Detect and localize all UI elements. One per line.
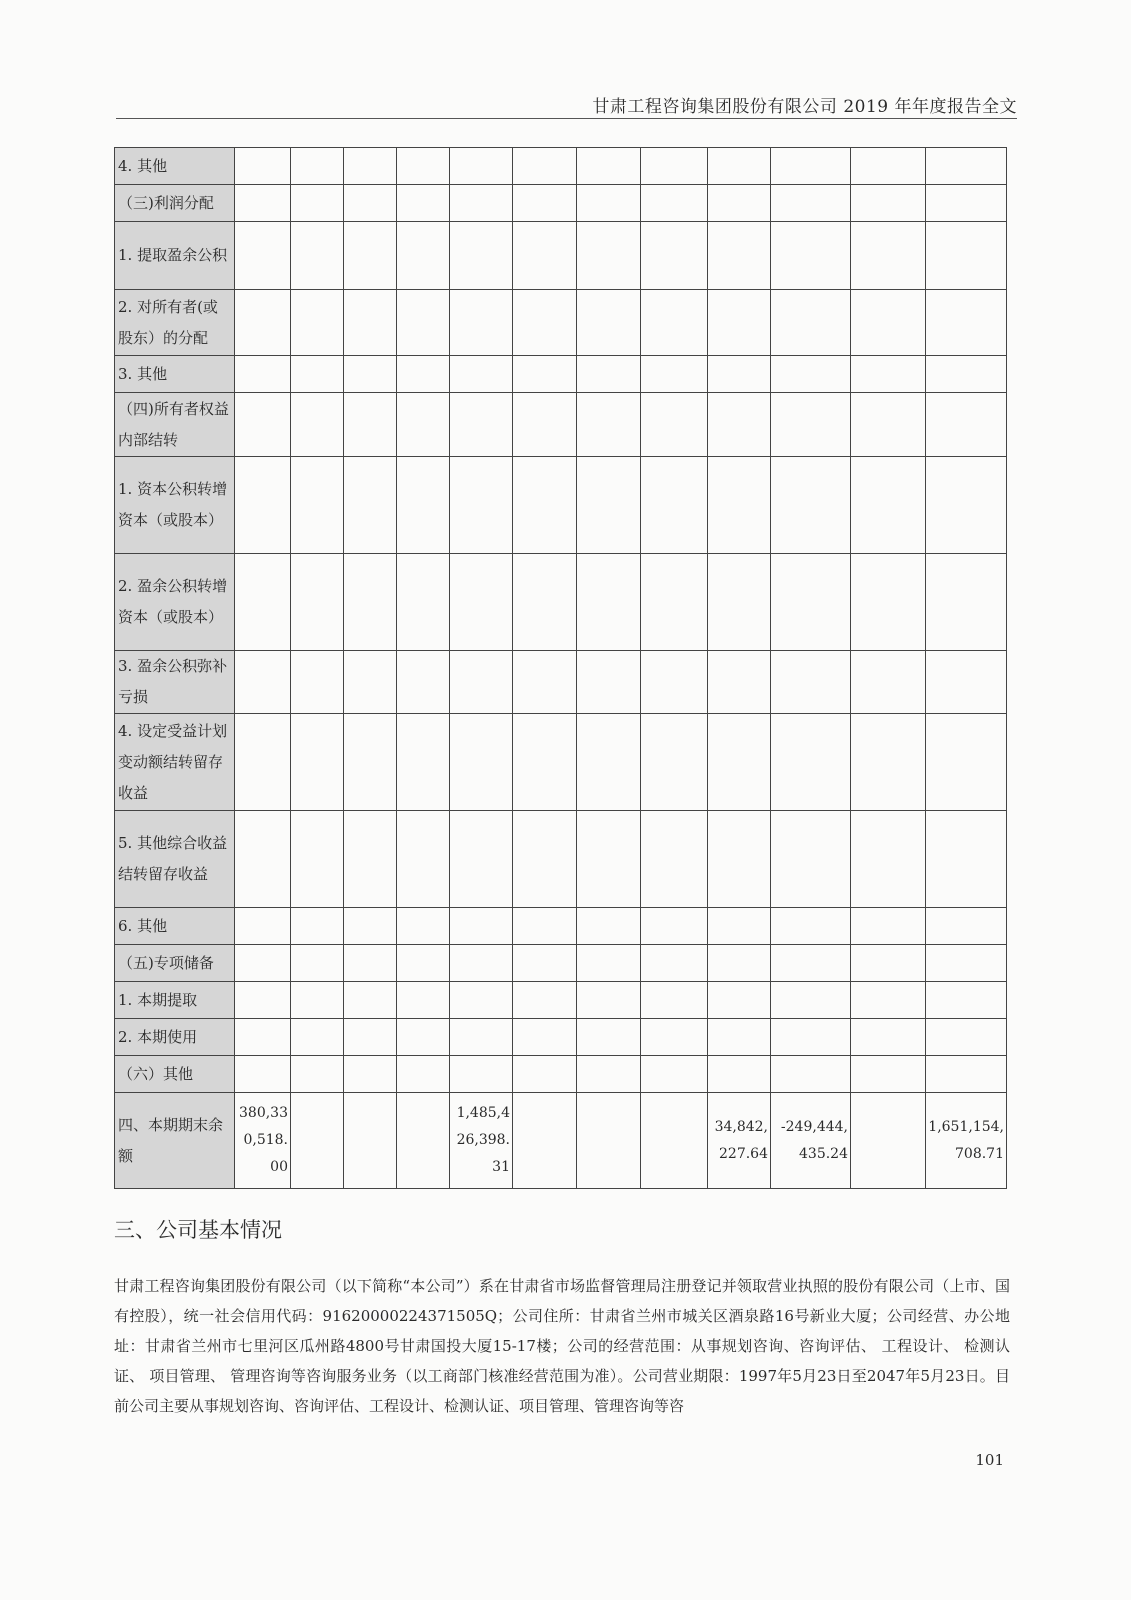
table-cell <box>513 982 577 1019</box>
table-row <box>115 222 1007 290</box>
table-cell <box>291 222 344 290</box>
table-cell <box>291 1093 344 1189</box>
row-label: 4. 设定受益计划变动额结转留存收益 <box>115 714 235 811</box>
table-cell <box>851 393 926 457</box>
table-cell <box>577 393 641 457</box>
table-row <box>115 945 1007 982</box>
table-cell <box>344 222 397 290</box>
table-cell <box>450 148 513 185</box>
table-cell <box>397 651 450 714</box>
table-cell <box>926 651 1007 714</box>
table-row <box>115 1019 1007 1056</box>
page-header: 甘肃工程咨询集团股份有限公司 2019 年年度报告全文 <box>592 97 1017 117</box>
table-cell <box>771 290 851 356</box>
table-cell <box>577 982 641 1019</box>
table-cell <box>851 222 926 290</box>
table-cell <box>513 393 577 457</box>
row-label: （五)专项储备 <box>115 945 235 982</box>
table-cell <box>641 714 708 811</box>
table-cell <box>513 457 577 554</box>
table-cell <box>450 290 513 356</box>
table-cell <box>851 1093 926 1189</box>
table-row <box>115 356 1007 393</box>
table-cell <box>771 185 851 222</box>
table-cell <box>926 393 1007 457</box>
table-row <box>115 554 1007 651</box>
table-row <box>115 393 1007 457</box>
table-cell <box>926 222 1007 290</box>
table-cell <box>771 908 851 945</box>
table-cell <box>926 290 1007 356</box>
row-label: （三)利润分配 <box>115 185 235 222</box>
table-cell <box>513 908 577 945</box>
table-cell <box>397 457 450 554</box>
table-cell <box>344 1093 397 1189</box>
table-cell <box>708 554 771 651</box>
row-label: 1. 本期提取 <box>115 982 235 1019</box>
row-label: 1. 提取盈余公积 <box>115 222 235 290</box>
row-label: 2. 对所有者(或股东）的分配 <box>115 290 235 356</box>
table-cell <box>235 1019 291 1056</box>
table-cell <box>235 457 291 554</box>
table-cell <box>577 908 641 945</box>
table-cell <box>291 148 344 185</box>
table-cell <box>708 148 771 185</box>
table-cell <box>291 554 344 651</box>
table-cell <box>513 1093 577 1189</box>
table-cell <box>771 356 851 393</box>
table-cell <box>851 1019 926 1056</box>
table-cell <box>235 554 291 651</box>
table-cell <box>851 714 926 811</box>
table-cell <box>926 1019 1007 1056</box>
table-cell <box>450 1056 513 1093</box>
table-cell <box>577 811 641 908</box>
table-cell <box>450 982 513 1019</box>
equity-change-table <box>114 147 1007 1189</box>
table-cell <box>344 1019 397 1056</box>
table-row <box>115 811 1007 908</box>
table-cell <box>641 222 708 290</box>
table-cell <box>926 457 1007 554</box>
table-cell <box>926 982 1007 1019</box>
table-cell <box>771 1056 851 1093</box>
table-cell <box>641 982 708 1019</box>
table-cell <box>344 651 397 714</box>
table-cell <box>851 1056 926 1093</box>
table-cell <box>450 811 513 908</box>
table-cell <box>771 811 851 908</box>
table-cell <box>450 393 513 457</box>
table-cell <box>450 554 513 651</box>
table-cell <box>641 148 708 185</box>
table-cell <box>344 457 397 554</box>
table-cell <box>641 908 708 945</box>
table-cell <box>771 222 851 290</box>
table-cell <box>708 714 771 811</box>
table-cell <box>641 651 708 714</box>
table-cell: 1,485,426,398.31 <box>450 1093 513 1189</box>
table-row <box>115 185 1007 222</box>
table-cell <box>708 651 771 714</box>
table-cell <box>577 185 641 222</box>
table-cell <box>851 185 926 222</box>
table-cell <box>577 554 641 651</box>
table-cell <box>291 290 344 356</box>
table-cell <box>450 714 513 811</box>
table-cell <box>577 356 641 393</box>
table-cell <box>708 1056 771 1093</box>
table-cell <box>291 457 344 554</box>
table-cell <box>926 811 1007 908</box>
row-label: 5. 其他综合收益结转留存收益 <box>115 811 235 908</box>
table-cell: 1,651,154,708.71 <box>926 1093 1007 1189</box>
table-cell <box>235 982 291 1019</box>
table-cell <box>397 1019 450 1056</box>
table-row <box>115 714 1007 811</box>
table-cell <box>708 1019 771 1056</box>
table-cell <box>851 908 926 945</box>
table-cell <box>344 982 397 1019</box>
table-cell <box>344 356 397 393</box>
table-cell <box>450 185 513 222</box>
table-cell <box>577 1019 641 1056</box>
table-cell <box>235 356 291 393</box>
table-cell <box>291 811 344 908</box>
row-label: 4. 其他 <box>115 148 235 185</box>
table-cell <box>513 554 577 651</box>
table-cell <box>235 1056 291 1093</box>
table-cell <box>771 651 851 714</box>
table-cell <box>235 393 291 457</box>
table-cell <box>344 1056 397 1093</box>
row-label: 2. 本期使用 <box>115 1019 235 1056</box>
table-row <box>115 148 1007 185</box>
table-cell <box>291 1019 344 1056</box>
table-row <box>115 290 1007 356</box>
table-cell <box>344 148 397 185</box>
table-cell <box>513 185 577 222</box>
row-label: 2. 盈余公积转增资本（或股本） <box>115 554 235 651</box>
table-cell <box>641 554 708 651</box>
table-cell <box>344 945 397 982</box>
table-cell <box>641 457 708 554</box>
table-cell <box>344 554 397 651</box>
table-cell <box>291 185 344 222</box>
table-cell <box>641 356 708 393</box>
table-cell <box>577 290 641 356</box>
table-cell <box>577 457 641 554</box>
table-cell <box>397 356 450 393</box>
table-cell <box>291 945 344 982</box>
header-divider <box>116 118 1017 119</box>
table-cell <box>235 222 291 290</box>
row-label: 四、本期期末余额 <box>115 1093 235 1189</box>
table-cell <box>397 393 450 457</box>
table-cell <box>235 811 291 908</box>
table-cell <box>641 290 708 356</box>
table-cell <box>291 908 344 945</box>
table-cell <box>235 290 291 356</box>
table-cell <box>235 148 291 185</box>
table-cell <box>708 945 771 982</box>
table-cell <box>513 356 577 393</box>
row-label: （六）其他 <box>115 1056 235 1093</box>
table-cell <box>397 148 450 185</box>
table-cell <box>344 185 397 222</box>
table-cell <box>851 651 926 714</box>
table-cell <box>450 457 513 554</box>
table-cell <box>344 908 397 945</box>
page-body <box>114 147 1010 1469</box>
table-cell <box>397 185 450 222</box>
table-cell <box>708 185 771 222</box>
table-cell <box>851 457 926 554</box>
table-cell <box>851 148 926 185</box>
table-cell <box>397 908 450 945</box>
table-cell: -249,444,435.24 <box>771 1093 851 1189</box>
table-cell <box>577 1093 641 1189</box>
table-cell <box>926 1056 1007 1093</box>
table-cell <box>397 714 450 811</box>
table-cell <box>641 1056 708 1093</box>
row-label: （四)所有者权益内部结转 <box>115 393 235 457</box>
table-cell <box>291 393 344 457</box>
table-cell <box>708 393 771 457</box>
table-cell <box>397 554 450 651</box>
table-cell <box>291 982 344 1019</box>
table-cell <box>344 290 397 356</box>
table-cell <box>926 714 1007 811</box>
table-cell <box>641 1019 708 1056</box>
table-cell <box>708 222 771 290</box>
table-cell <box>397 1093 450 1189</box>
table-cell <box>235 651 291 714</box>
table-cell <box>450 222 513 290</box>
row-label: 1. 资本公积转增资本（或股本） <box>115 457 235 554</box>
table-cell <box>926 185 1007 222</box>
table-row <box>115 651 1007 714</box>
table-cell <box>397 290 450 356</box>
table-cell <box>851 356 926 393</box>
table-cell <box>397 945 450 982</box>
table-cell <box>926 148 1007 185</box>
table-cell <box>344 714 397 811</box>
row-label: 3. 盈余公积弥补亏损 <box>115 651 235 714</box>
table-cell <box>577 1056 641 1093</box>
table-cell <box>851 554 926 651</box>
table-cell <box>235 185 291 222</box>
table-cell <box>926 356 1007 393</box>
table-cell <box>771 714 851 811</box>
table-cell <box>708 356 771 393</box>
table-cell <box>577 714 641 811</box>
table-cell <box>513 148 577 185</box>
table-cell <box>926 554 1007 651</box>
table-row <box>115 1056 1007 1093</box>
table-cell <box>708 290 771 356</box>
table-cell <box>291 651 344 714</box>
table-cell <box>577 148 641 185</box>
table-cell <box>708 908 771 945</box>
table-cell <box>771 393 851 457</box>
table-cell <box>513 222 577 290</box>
table-cell <box>641 185 708 222</box>
table-cell <box>513 1056 577 1093</box>
table-cell <box>450 651 513 714</box>
section-title: 三、公司基本情况 <box>114 1218 282 1242</box>
table-cell <box>450 1019 513 1056</box>
table-cell <box>641 811 708 908</box>
table-cell <box>771 457 851 554</box>
table-cell <box>513 1019 577 1056</box>
page-number: 101 <box>975 1451 1004 1469</box>
company-description: 甘肃工程咨询集团股份有限公司（以下简称“本公司”）系在甘肃省市场监督管理局注册登记并领取营业执照的股份有限公司（上市、国有控股），统一社会信用代码：91620000224371505Q；公司住所：甘肃省兰州市城关区酒泉路16号新业大厦；公司经营、办公地址：甘肃省兰州市七里河区瓜州路4800号甘肃国投大厦15-17楼；公司的经营范围：从事规划咨询、咨询评估、 工程设计、 检测认证、 项目管理、 管理咨询等咨询服务业务（以工商部门核准经营范围为准）。公司营业期限：1997年5月23日至2047年5月23日。目前公司主要从事规划咨询、咨询评估、工程设计、检测认证、项目管理、管理咨询等咨 <box>114 1277 1010 1415</box>
table-cell <box>397 811 450 908</box>
table-cell <box>577 651 641 714</box>
table-cell: 380,330,518.00 <box>235 1093 291 1189</box>
table-cell <box>851 290 926 356</box>
table-cell <box>291 356 344 393</box>
table-cell <box>450 945 513 982</box>
table-cell <box>397 982 450 1019</box>
table-cell <box>851 982 926 1019</box>
table-cell <box>641 945 708 982</box>
table-cell <box>577 222 641 290</box>
table-cell <box>513 945 577 982</box>
table-cell <box>450 356 513 393</box>
table-cell: 34,842,227.64 <box>708 1093 771 1189</box>
table-cell <box>926 908 1007 945</box>
table-cell <box>397 1056 450 1093</box>
table-cell <box>513 290 577 356</box>
table-cell <box>708 811 771 908</box>
table-row <box>115 457 1007 554</box>
table-cell <box>851 945 926 982</box>
table-cell <box>235 714 291 811</box>
table-cell <box>641 393 708 457</box>
table-cell <box>397 222 450 290</box>
table-cell <box>513 651 577 714</box>
table-cell <box>708 457 771 554</box>
table-cell <box>708 982 771 1019</box>
table-cell <box>513 714 577 811</box>
table-cell <box>771 982 851 1019</box>
table-row <box>115 908 1007 945</box>
table-cell <box>641 1093 708 1189</box>
table-cell <box>344 811 397 908</box>
table-cell <box>235 945 291 982</box>
table-row <box>115 982 1007 1019</box>
table-cell <box>926 945 1007 982</box>
table-cell <box>771 554 851 651</box>
table-cell <box>771 1019 851 1056</box>
table-cell <box>344 393 397 457</box>
table-cell <box>291 1056 344 1093</box>
table-cell <box>450 908 513 945</box>
table-row <box>115 1093 1007 1189</box>
table-cell <box>771 148 851 185</box>
table-cell <box>577 945 641 982</box>
table-cell <box>513 811 577 908</box>
row-label: 3. 其他 <box>115 356 235 393</box>
table-cell <box>291 714 344 811</box>
row-label: 6. 其他 <box>115 908 235 945</box>
table-cell <box>235 908 291 945</box>
table-cell <box>851 811 926 908</box>
table-cell <box>771 945 851 982</box>
